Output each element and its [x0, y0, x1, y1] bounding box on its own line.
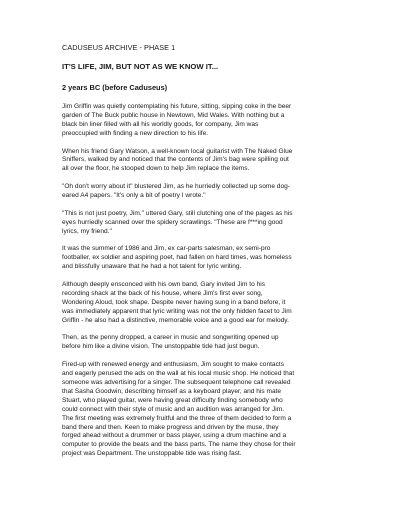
paragraph-line: eared A4 papers. "It's only a bit of poetry I wrote." — [62, 192, 206, 200]
document-title: IT'S LIFE, JIM, BUT NOT AS WE KNOW IT... — [62, 62, 219, 71]
paragraph-line: Wondering Aloud, took shape. Despite never having sung in a band before, it — [62, 298, 286, 306]
paragraph-line: Jim Griffin was quietly contemplating his future, sitting, sipping coke in the beer — [62, 103, 292, 110]
paragraph-line: eyes hurriedly scanned over the spidery scrawlings. "These are f***ing good — [62, 218, 283, 226]
body-paragraph — [62, 281, 362, 326]
paragraph-line: It was the summer of 1986 and Jim, ex car-parts salesman, ex semi-pro — [62, 245, 271, 253]
paragraph-line: and eagerly perused the ads on the wall at his local music shop. He noticed that — [62, 370, 295, 378]
paragraph-line: preoccupied with finding a new direction to his life. — [62, 129, 209, 137]
paragraph-line: someone was advertising for a singer. The subsequent telephone call revealed — [62, 378, 291, 386]
paragraph-line: forged ahead without a drummer or bass player, using a drum machine and a — [62, 432, 287, 440]
paragraph-line: recording shack at the back of his house, where Jim's first ever song, — [62, 289, 263, 297]
paragraph-line: Although deeply ensconced with his own band, Gary invited Jim to his — [62, 281, 266, 289]
document-page — [62, 43, 362, 468]
paragraph-line: and blissfully unaware that he had a hot talent for lyric writing. — [62, 263, 242, 271]
paragraph-line: garden of The Buck public house in Newtown, Mid Wales. With nothing but a — [62, 111, 285, 119]
body-paragraph — [62, 210, 362, 237]
paragraph-line: "Oh don't worry about it" blustered Jim, as he hurriedly collected up some dog- — [62, 183, 290, 191]
paragraph-line: lyrics, my friend." — [62, 227, 112, 235]
body-paragraph — [62, 361, 362, 459]
paragraph-line: black bin liner filled with all his worldly goods, for company, Jim was — [62, 120, 259, 128]
archive-header: CADUSEUS ARCHIVE - PHASE 1 — [62, 43, 176, 52]
paragraph-line: Then, as the penny dropped, a career in music and songwriting opened up — [62, 334, 279, 342]
paragraph-line: computer to provide the beats and the bass parts. The name they chose for their — [62, 441, 296, 449]
body-paragraph — [62, 245, 362, 272]
paragraph-line: Sniffers, walked by and noticed that the contents of Jim's bag were spilling out — [62, 156, 289, 164]
paragraph-line: The first meeting was extremely fruitful and the three of them decided to form a — [62, 414, 292, 422]
paragraph-line: before him like a divine vision. The unstoppable tide had just begun. — [62, 343, 260, 351]
paragraph-line: all over the floor, he stooped down to help Jim replace the items. — [62, 165, 250, 173]
body-paragraph — [62, 183, 362, 201]
section-subtitle: 2 years BC (before Caduseus) — [62, 83, 168, 92]
paragraph-line: footballer, ex soldier and aspiring poet, had fallen on hard times, was homeless — [62, 254, 292, 262]
paragraph-line: Stuart, who played guitar, were having great difficulty finding somebody who — [62, 396, 283, 404]
body-paragraph — [62, 148, 362, 175]
paragraph-line: When his friend Gary Watson, a well-known local guitarist with The Naked Glue — [62, 147, 293, 155]
paragraph-line: that Sasha Goodwin, describing himself as a keyboard player, and his mate — [62, 387, 282, 395]
paragraph-line: Griffin - he also had a distinctive, memorable voice and a good ear for melody. — [62, 316, 289, 324]
body-text — [62, 103, 362, 459]
paragraph-line: band there and then. Keen to make progress and driven by the muse, they — [62, 423, 279, 431]
paragraph-line: could connect with their style of music and an audition was arranged for Jim. — [62, 405, 285, 413]
paragraph-line: was immediately apparent that lyric writing was not the only hidden facet to Jim — [62, 307, 292, 315]
body-paragraph — [62, 103, 362, 139]
paragraph-line: project was Department. The unstoppable tide was rising fast. — [62, 450, 242, 458]
paragraph-line: Fired-up with renewed energy and enthusiasm, Jim sought to make contacts — [62, 361, 284, 369]
paragraph-line: "This is not just poetry, Jim." uttered Gary, still clutching one of the pages as his — [62, 209, 293, 217]
body-paragraph — [62, 334, 362, 352]
